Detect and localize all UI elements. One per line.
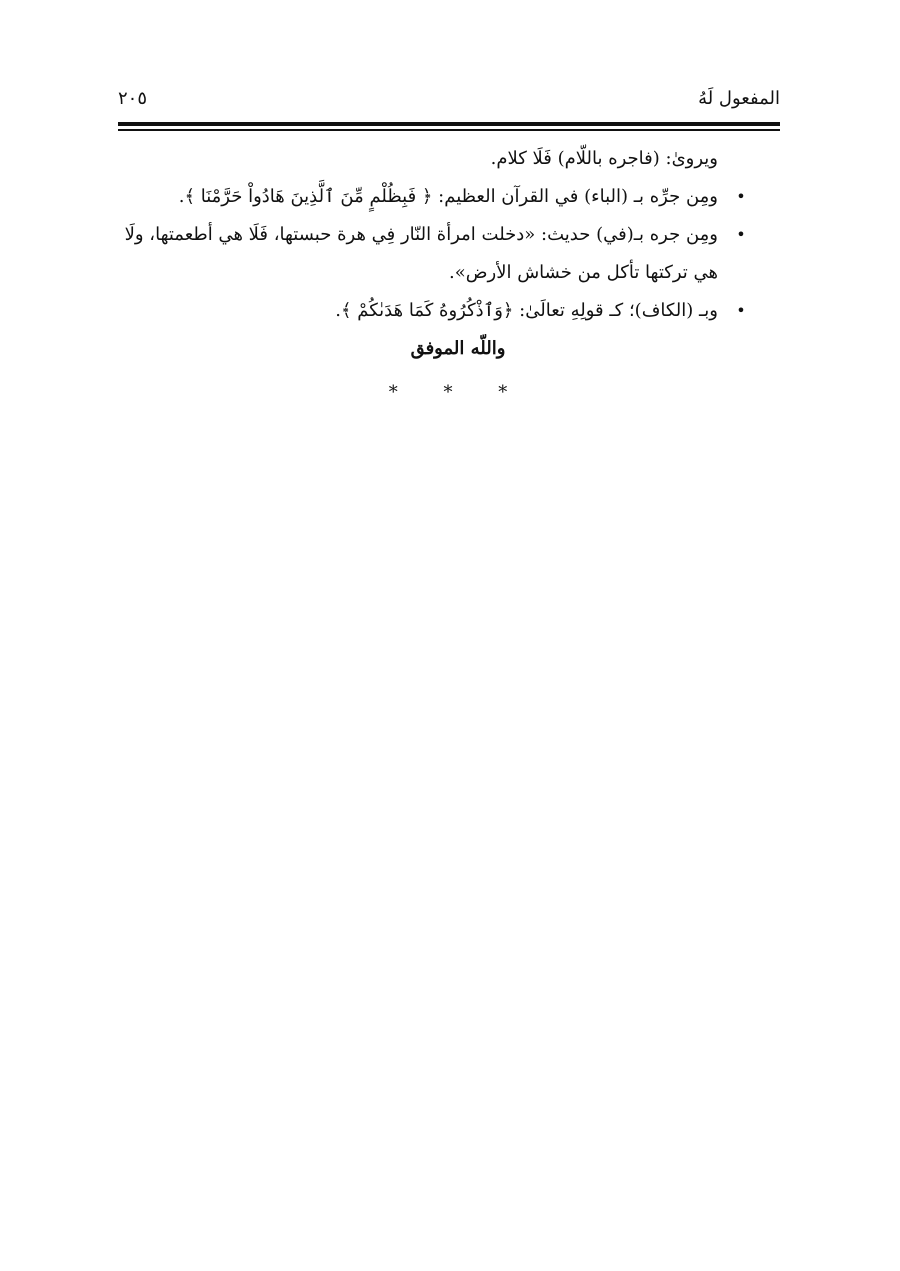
intro-paragraph: ويروىٰ: (فاجره باللّام) فَلَا كلام.	[490, 148, 718, 169]
page-body	[118, 140, 746, 412]
list-item	[118, 216, 746, 292]
page-header	[118, 88, 780, 118]
section-separator: * * *	[388, 382, 528, 403]
list-item	[118, 178, 746, 216]
bullet-icon: •	[736, 225, 746, 244]
header-rule-thick	[118, 122, 780, 126]
list-item-text: وبـ (الكاف)؛ كـ قولِهِ تعالَىٰ: ﴿وَٱذْكُرُوهُ كَمَا هَدَىٰكُمْ ﴾.	[335, 300, 718, 321]
closing-phrase: واللّه الموفق	[410, 338, 506, 359]
list-item-text: ومِن جره بـ(في) حديث: «دخلت امرأة النّار فِي هرة حبستها، فَلَا هي أطعمتها، ولَا هي تركتها تأكل من خشاش الأرض».	[124, 224, 718, 283]
list-item	[118, 292, 746, 330]
running-title: المفعول لَهُ	[698, 88, 780, 109]
bullet-list	[118, 178, 746, 330]
bullet-icon: •	[736, 187, 746, 206]
header-rule-thin	[118, 129, 780, 131]
list-item-text: ومِن جرِّه بـ (الباء) في القرآن العظيم: ﴿ فَبِظُلْمٍ مِّنَ ٱلَّذِينَ هَادُواْ حَرَّمْنَا ﴾.	[178, 186, 718, 207]
bullet-icon: •	[736, 301, 746, 320]
page-number: ٢٠٥	[118, 88, 148, 109]
